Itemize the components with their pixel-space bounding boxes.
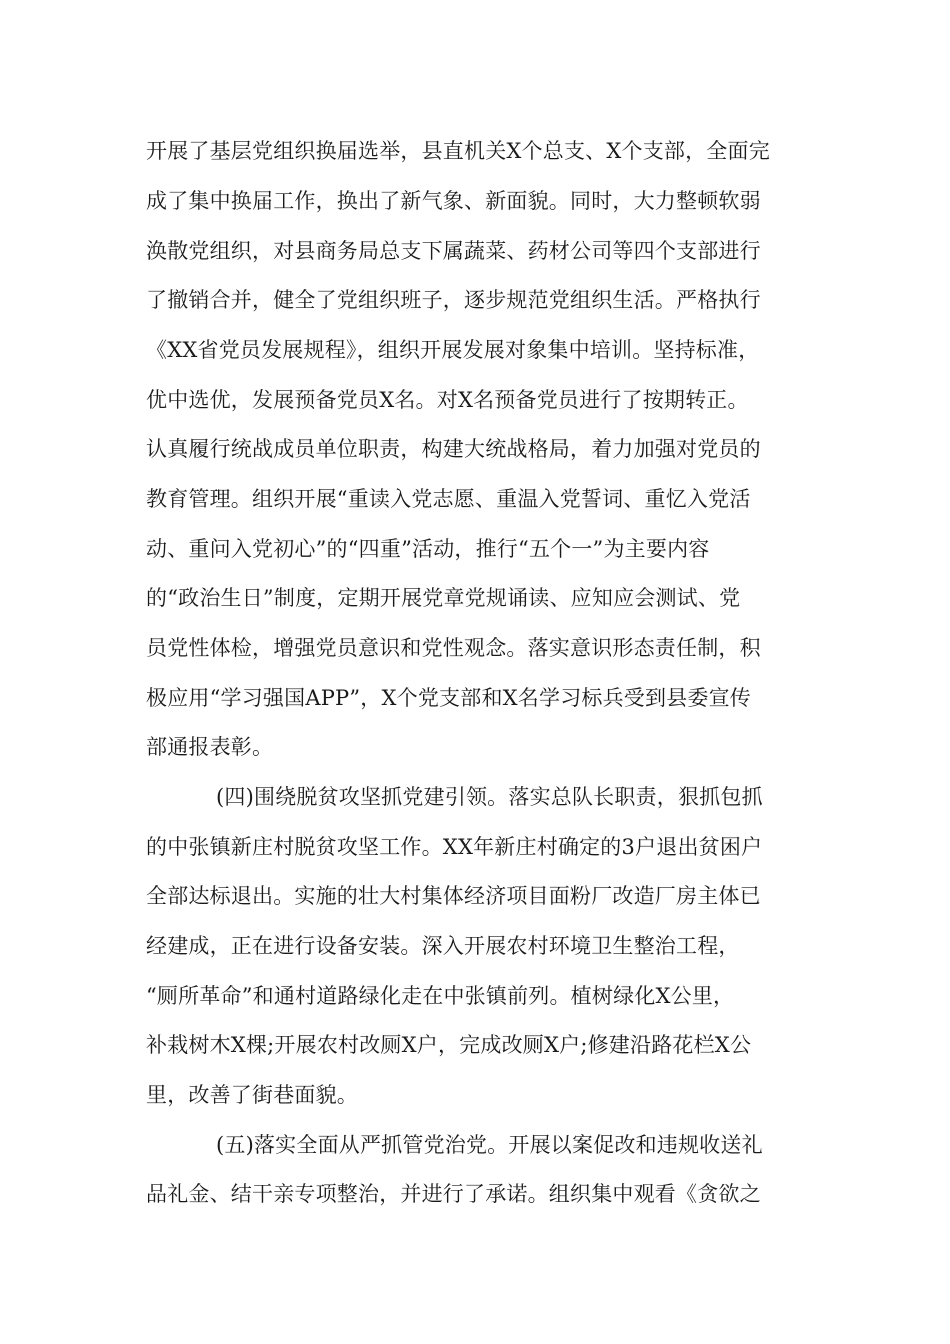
body-text-line: 品礼金、结干亲专项整治，并进行了承诺。组织集中观看《贪欲之	[146, 1182, 761, 1206]
body-text-line: 经建成，正在进行设备安装。深入开展农村环境卫生整治工程，	[146, 934, 740, 958]
body-text-line: 教育管理。组织开展“重读入党志愿、重温入党誓词、重忆入党活	[146, 487, 751, 511]
body-text-line: 涣散党组织，对县商务局总支下属蔬菜、药材公司等四个支部进行	[146, 239, 761, 263]
body-text-line: 认真履行统战成员单位职责，构建大统战格局，着力加强对党员的	[146, 437, 761, 461]
body-text-line: 优中选优，发展预备党员X名。对X名预备党员进行了按期转正。	[146, 388, 749, 412]
section-4-heading-line: (四)围绕脱贫攻坚抓党建引领。落实总队长职责，狠抓包抓	[216, 785, 763, 809]
body-text-line: 极应用“学习强国APP”，X个党支部和X名学习标兵受到县委宣传	[146, 686, 751, 710]
body-text-line: 补栽树木X棵;开展农村改厕X户，完成改厕X户;修建沿路花栏X公	[146, 1033, 752, 1057]
body-text-line: 部通报表彰。	[146, 735, 274, 759]
body-text-line: 动、重问入党初心”的“四重”活动，推行“五个一”为主要内容	[146, 537, 710, 561]
body-text-line: 《XX省党员发展规程》，组织开展发展对象集中培训。坚持标准，	[146, 338, 760, 362]
section-5-heading-line: (五)落实全面从严抓管党治党。开展以案促改和违规收送礼	[216, 1133, 763, 1157]
body-text-line: 里，改善了街巷面貌。	[146, 1083, 358, 1107]
body-text-line: 全部达标退出。实施的壮大村集体经济项目面粉厂改造厂房主体已	[146, 884, 761, 908]
body-text-line: 开展了基层党组织换届选举，县直机关X个总支、X个支部，全面完	[146, 139, 770, 163]
body-text-line: “厕所革命”和通村道路绿化走在中张镇前列。植树绿化X公里，	[146, 984, 735, 1008]
body-text-line: 的中张镇新庄村脱贫攻坚工作。XX年新庄村确定的3户退出贫困户	[146, 835, 763, 859]
body-text-line: 员党性体检，增强党员意识和党性观念。落实意识形态责任制，积	[146, 636, 761, 660]
body-text-line: 了撤销合并，健全了党组织班子，逐步规范党组织生活。严格执行	[146, 288, 761, 312]
body-text-line: 的“政治生日”制度，定期开展党章党规诵读、应知应会测试、党	[146, 586, 741, 610]
body-text-line: 成了集中换届工作，换出了新气象、新面貌。同时，大力整顿软弱	[146, 189, 761, 213]
